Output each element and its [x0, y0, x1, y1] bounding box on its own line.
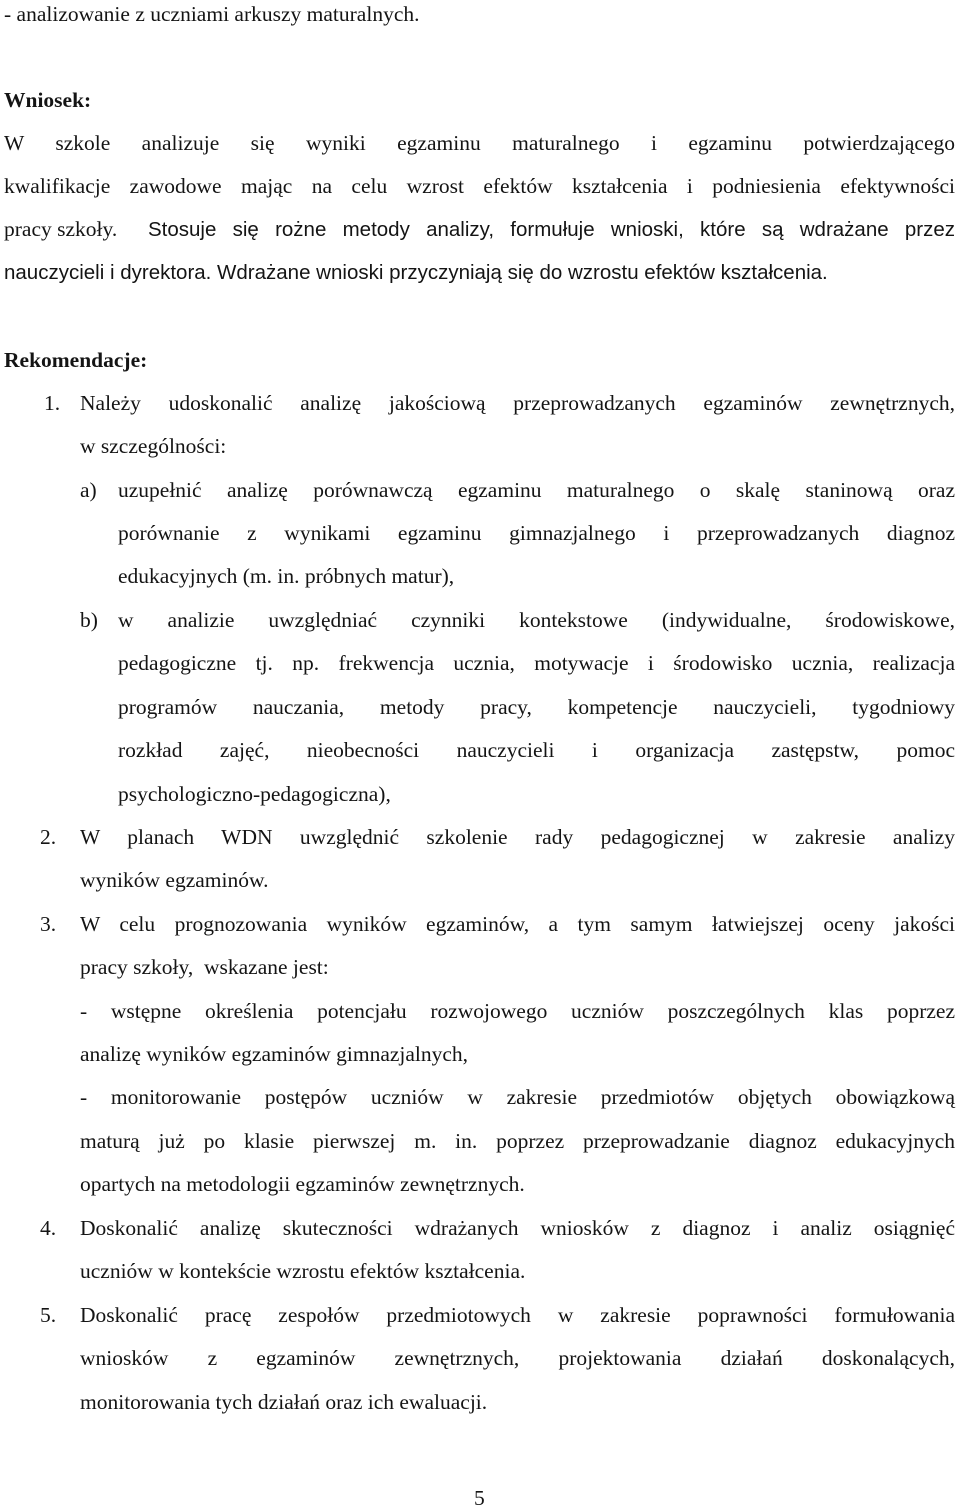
item-2-line-1: W planach WDN uwzględnić szkolenie rady pedagogicznej w zakresie analizy — [80, 825, 955, 849]
conclusion-line-1: W szkole analizuje się wyniki egzaminu maturalnego i egzaminu potwierdzającego — [4, 131, 955, 155]
conclusion-line-2: kwalifikacje zawodowe mając na celu wzrost efektów kształcenia i podniesienia efektywności — [4, 174, 955, 198]
item-5-line-1: Doskonalić pracę zespołów przedmiotowych w zakresie poprawności formułowania — [80, 1303, 955, 1327]
item-4-line-1: Doskonalić analizę skuteczności wdrażanych wniosków z diagnoz i analiz osiągnięć — [80, 1216, 955, 1240]
item-1-line-2: w szczególności: — [80, 434, 227, 458]
item-1b-line-4: rozkład zajęć, nieobecności nauczycieli i organizacja zastępstw, pomoc — [118, 738, 955, 762]
item-1a-line-2: porównanie z wynikami egzaminu gimnazjalnego i przeprowadzanych diagnoz — [118, 521, 955, 545]
item-3-line-7: opartych na metodologii egzaminów zewnętrznych. — [80, 1172, 525, 1196]
conclusion-line-3a: pracy szkoły. — [4, 217, 118, 241]
item-1b-line-2: pedagogiczne tj. np. frekwencja ucznia, motywacje i środowisko ucznia, realizacja — [118, 651, 955, 675]
item-5-line-3: monitorowania tych działań oraz ich ewaluacji. — [80, 1390, 488, 1414]
top-line: - analizowanie z uczniami arkuszy maturalnych. — [4, 2, 420, 26]
item-1a-line-1: uzupełnić analizę porównawczą egzaminu maturalnego o skalę staninową oraz — [118, 478, 955, 502]
item-3-line-3: - wstępne określenia potencjału rozwojowego uczniów poszczególnych klas poprzez — [80, 999, 955, 1023]
recommendations-heading: Rekomendacje: — [4, 348, 148, 372]
item-3-line-2: pracy szkoły, wskazane jest: — [80, 955, 329, 979]
item-1b-line-3: programów nauczania, metody pracy, kompetencje nauczycieli, tygodniowy — [118, 695, 955, 719]
item-1b-letter: b) — [80, 608, 98, 632]
conclusion-line-4: nauczycieli i dyrektora. Wdrażane wnioski przyczyniają się do wzrostu efektów kształcenia. — [4, 261, 828, 284]
item-5-number: 5. — [40, 1303, 57, 1327]
item-5-line-2: wniosków z egzaminów zewnętrznych, projektowania działań doskonalących, — [80, 1346, 955, 1370]
item-3-line-1: W celu prognozowania wyników egzaminów, a tym samym łatwiejszej oceny jakości — [80, 912, 955, 936]
conclusion-line-3b: Stosuje się rożne metody analizy, formułuje wnioski, które są wdrażane przez — [148, 218, 955, 241]
item-4-number: 4. — [40, 1216, 57, 1240]
item-3-line-6: maturą już po klasie pierwszej m. in. poprzez przeprowadzanie diagnoz edukacyjnych — [80, 1129, 955, 1153]
item-1a-letter: a) — [80, 478, 97, 502]
conclusion-heading: Wniosek: — [4, 88, 92, 112]
item-2-number: 2. — [40, 825, 57, 849]
item-2-line-2: wyników egzaminów. — [80, 868, 269, 892]
page-number: 5 — [474, 1486, 485, 1510]
item-3-line-4: analizę wyników egzaminów gimnazjalnych, — [80, 1042, 469, 1066]
item-1-line-1: Należy udoskonalić analizę jakościową przeprowadzanych egzaminów zewnętrznych, — [80, 391, 955, 415]
item-3-line-5: - monitorowanie postępów uczniów w zakresie przedmiotów objętych obowiązkową — [80, 1085, 955, 1109]
item-1a-line-3: edukacyjnych (m. in. próbnych matur), — [118, 564, 455, 588]
item-3-number: 3. — [40, 912, 57, 936]
item-4-line-2: uczniów w kontekście wzrostu efektów kształcenia. — [80, 1259, 526, 1283]
item-1-number: 1. — [44, 391, 61, 415]
item-1b-line-5: psychologiczno-pedagogiczna), — [118, 782, 391, 806]
item-1b-line-1: w analizie uwzględniać czynniki kontekstowe (indywidualne, środowiskowe, — [118, 608, 955, 632]
